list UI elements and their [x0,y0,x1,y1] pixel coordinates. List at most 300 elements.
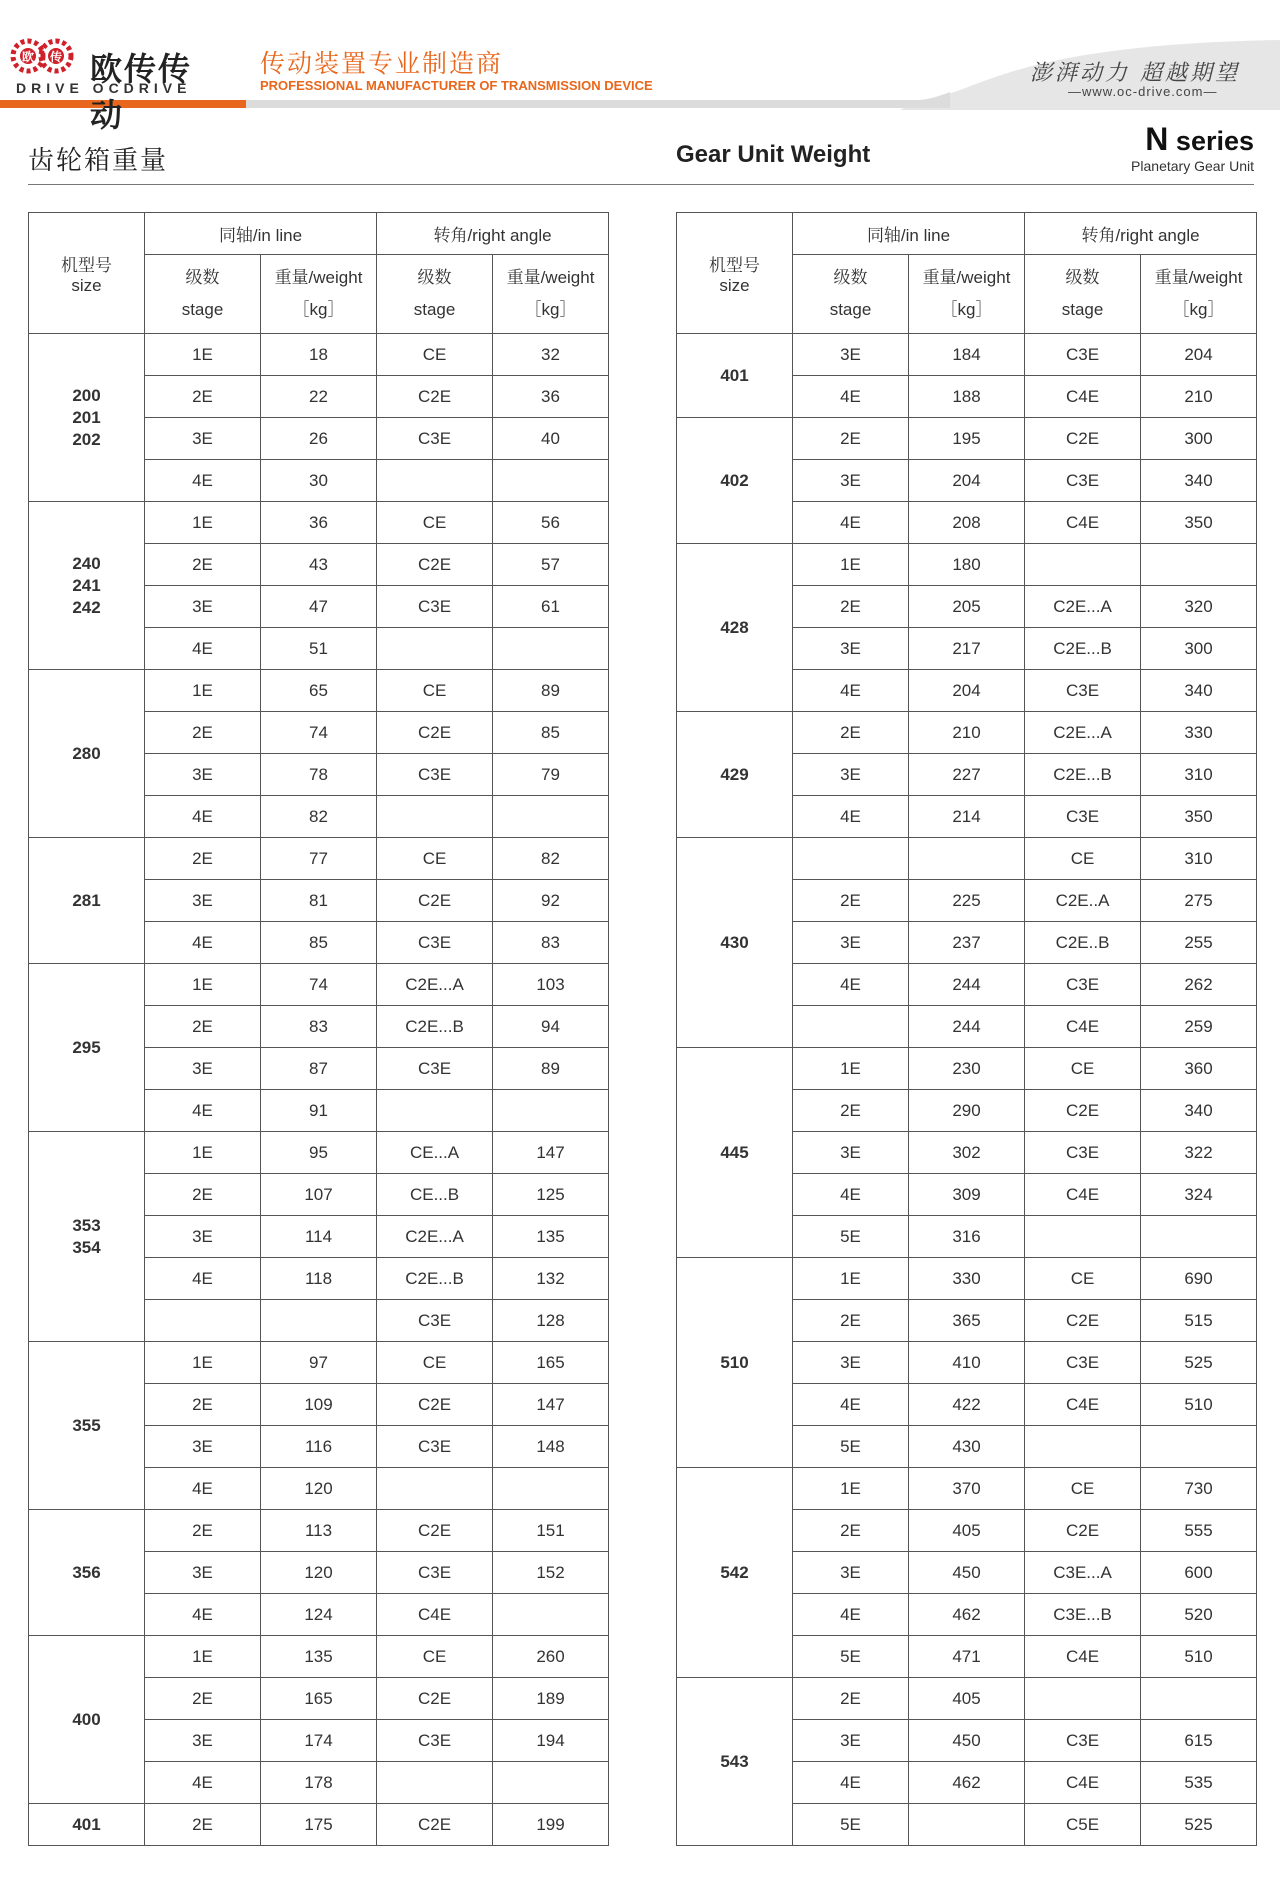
right-angle-stage-cell: C2E...A [1025,712,1141,754]
inline-weight-cell: 97 [261,1342,377,1384]
weight-header [493,255,609,334]
inline-weight-cell: 405 [909,1510,1025,1552]
inline-weight-cell: 471 [909,1636,1025,1678]
series-subtitle: Planetary Gear Unit [1131,158,1254,174]
size-header-en: size [71,275,102,295]
table-row [677,1468,1257,1510]
page-header [0,0,1280,133]
right-angle-stage-cell: C3E...B [1025,1594,1141,1636]
right-angle-weight-cell: 103 [493,964,609,1006]
inline-stage-cell: 1E [145,964,261,1006]
right-angle-weight-cell: 535 [1141,1762,1257,1804]
inline-weight-cell: 74 [261,712,377,754]
inline-weight-cell: 26 [261,418,377,460]
inline-header: 同轴/in line [145,213,377,255]
right-angle-stage-cell: C2E..B [1025,922,1141,964]
right-angle-stage-cell: CE...A [377,1132,493,1174]
right-angle-stage-cell: C3E...A [1025,1552,1141,1594]
right-angle-stage-cell: C2E...B [377,1258,493,1300]
table-row [677,1258,1257,1300]
inline-weight-cell: 175 [261,1804,377,1846]
stage-header-cn: 级数 [417,268,452,287]
inline-stage-cell: 2E [145,1006,261,1048]
right-angle-weight-cell: 165 [493,1342,609,1384]
right-angle-weight-cell [1141,1678,1257,1720]
right-angle-weight-cell: 147 [493,1132,609,1174]
inline-stage-cell: 3E [145,586,261,628]
table-row [29,1342,609,1384]
right-angle-stage-cell: C2E..A [1025,880,1141,922]
inline-weight-cell: 30 [261,460,377,502]
inline-stage-cell: 2E [145,1510,261,1552]
right-angle-stage-cell: C3E [377,754,493,796]
inline-weight-cell: 178 [261,1762,377,1804]
inline-weight-cell: 430 [909,1426,1025,1468]
right-angle-stage-cell: C3E [377,418,493,460]
inline-weight-cell [909,838,1025,880]
inline-weight-cell: 204 [909,670,1025,712]
size-cell: 428 [677,544,793,712]
right-angle-stage-cell [1025,1678,1141,1720]
stage-header [377,255,493,334]
right-angle-stage-cell: C2E [1025,418,1141,460]
inline-stage-cell: 4E [145,1090,261,1132]
inline-stage-cell: 3E [793,460,909,502]
size-cell: 400 [29,1636,145,1804]
right-angle-weight-cell: 322 [1141,1132,1257,1174]
inline-stage-cell: 4E [793,502,909,544]
right-angle-stage-cell: CE [377,838,493,880]
inline-weight-cell: 230 [909,1048,1025,1090]
inline-stage-cell: 1E [145,1342,261,1384]
inline-stage-cell: 4E [145,1762,261,1804]
weight-header [909,255,1025,334]
right-angle-weight-cell: 350 [1141,796,1257,838]
right-angle-stage-cell: C2E [377,544,493,586]
inline-weight-cell: 422 [909,1384,1025,1426]
inline-stage-cell: 5E [793,1426,909,1468]
right-angle-stage-cell: C2E [377,1510,493,1552]
inline-stage-cell: 1E [145,1636,261,1678]
right-angle-stage-cell: C2E...B [377,1006,493,1048]
table-row [29,838,609,880]
inline-weight-cell: 195 [909,418,1025,460]
size-header-cn: 机型号 [61,255,112,275]
inline-weight-cell: 365 [909,1300,1025,1342]
right-angle-stage-cell: C5E [1025,1804,1141,1846]
right-angle-weight-cell: 82 [493,838,609,880]
inline-stage-cell: 2E [793,1510,909,1552]
right-angle-header: 转角/right angle [377,213,609,255]
right-angle-stage-cell: C3E [377,1552,493,1594]
inline-weight-cell: 450 [909,1552,1025,1594]
table-body [29,334,609,1846]
inline-stage-cell: 4E [145,1594,261,1636]
table-row [29,964,609,1006]
inline-stage-cell: 3E [793,1132,909,1174]
size-cell: 281 [29,838,145,964]
inline-weight-cell: 237 [909,922,1025,964]
inline-weight-cell: 47 [261,586,377,628]
weight-header [261,255,377,334]
inline-weight-cell: 225 [909,880,1025,922]
inline-weight-cell: 116 [261,1426,377,1468]
inline-stage-cell: 3E [145,754,261,796]
table-row [29,1132,609,1174]
inline-weight-cell: 208 [909,502,1025,544]
inline-stage-cell: 2E [793,586,909,628]
inline-weight-cell: 450 [909,1720,1025,1762]
inline-weight-cell: 120 [261,1468,377,1510]
page-title-cn: 齿轮箱重量 [28,145,169,175]
right-angle-weight-cell: 340 [1141,1090,1257,1132]
weight-header-unit: ［kg］ [292,300,345,319]
inline-stage-cell: 3E [145,880,261,922]
right-angle-weight-cell: 36 [493,376,609,418]
right-angle-stage-cell: C3E [377,1048,493,1090]
right-angle-stage-cell: C2E [1025,1300,1141,1342]
right-angle-stage-cell: C3E [1025,1720,1141,1762]
right-angle-stage-cell: C2E...B [1025,628,1141,670]
size-cell: 543 [677,1678,793,1846]
right-angle-stage-cell [377,1762,493,1804]
inline-weight-cell: 330 [909,1258,1025,1300]
weight-table-right [676,212,1257,1846]
right-angle-weight-cell: 320 [1141,586,1257,628]
right-angle-stage-cell [377,460,493,502]
inline-stage-cell: 4E [793,796,909,838]
table-row [29,502,609,544]
size-header [677,213,793,334]
right-angle-stage-cell: CE [1025,1048,1141,1090]
right-angle-stage-cell: C3E [1025,334,1141,376]
right-angle-stage-cell: C3E [377,1426,493,1468]
size-header [29,213,145,334]
right-angle-weight-cell: 262 [1141,964,1257,1006]
size-cell: 402 [677,418,793,544]
right-angle-weight-cell: 32 [493,334,609,376]
right-angle-stage-cell [1025,1426,1141,1468]
right-angle-stage-cell: CE [377,1636,493,1678]
brand-name-en: DRIVE OCDRIVE [16,80,192,96]
inline-stage-cell: 2E [145,1174,261,1216]
size-cell: 401 [677,334,793,418]
right-angle-stage-cell: C4E [377,1594,493,1636]
weight-header [1141,255,1257,334]
right-angle-weight-cell: 340 [1141,460,1257,502]
right-angle-weight-cell: 255 [1141,922,1257,964]
size-cell: 240 241 242 [29,502,145,670]
table-row [29,334,609,376]
inline-stage-cell: 3E [793,334,909,376]
size-cell: 353 354 [29,1132,145,1342]
inline-weight-cell: 77 [261,838,377,880]
inline-weight-cell: 205 [909,586,1025,628]
inline-weight-cell: 462 [909,1594,1025,1636]
table-row [29,1510,609,1552]
right-angle-weight-cell: 210 [1141,376,1257,418]
table-row [677,838,1257,880]
inline-stage-cell: 4E [145,628,261,670]
right-angle-stage-cell: CE [1025,1258,1141,1300]
right-angle-weight-cell [493,1090,609,1132]
weight-header-cn: 重量/weight [506,268,595,287]
right-angle-stage-cell [1025,544,1141,586]
inline-stage-cell: 1E [145,502,261,544]
page-title-en: Gear Unit Weight [676,141,871,168]
inline-weight-cell: 109 [261,1384,377,1426]
right-angle-weight-cell: 520 [1141,1594,1257,1636]
right-angle-weight-cell: 310 [1141,838,1257,880]
inline-weight-cell: 210 [909,712,1025,754]
size-header-en: size [719,275,750,295]
inline-stage-cell: 3E [793,1720,909,1762]
right-angle-stage-cell: C4E [1025,1636,1141,1678]
size-cell: 280 [29,670,145,838]
inline-weight-cell: 118 [261,1258,377,1300]
right-angle-weight-cell [493,1468,609,1510]
inline-weight-cell: 244 [909,964,1025,1006]
inline-stage-cell: 4E [793,1594,909,1636]
right-angle-weight-cell: 125 [493,1174,609,1216]
inline-weight-cell: 405 [909,1678,1025,1720]
inline-stage-cell: 2E [793,1300,909,1342]
right-angle-stage-cell: CE [377,502,493,544]
inline-weight-cell: 91 [261,1090,377,1132]
right-angle-weight-cell [493,460,609,502]
right-angle-header: 转角/right angle [1025,213,1257,255]
inline-weight-cell: 95 [261,1132,377,1174]
right-angle-weight-cell: 152 [493,1552,609,1594]
weight-header-cn: 重量/weight [1154,268,1243,287]
inline-stage-cell: 2E [145,1678,261,1720]
inline-weight-cell: 302 [909,1132,1025,1174]
inline-stage-cell: 3E [145,1720,261,1762]
right-angle-stage-cell [377,796,493,838]
size-header-cn: 机型号 [709,255,760,275]
right-angle-weight-cell: 300 [1141,628,1257,670]
right-angle-weight-cell: 525 [1141,1804,1257,1846]
right-angle-weight-cell: 89 [493,1048,609,1090]
inline-stage-cell: 2E [793,1678,909,1720]
website-url: www.oc-drive.com [1082,84,1204,99]
right-angle-stage-cell: C3E [1025,1342,1141,1384]
inline-weight-cell: 114 [261,1216,377,1258]
inline-weight-cell: 227 [909,754,1025,796]
inline-stage-cell: 3E [793,754,909,796]
right-angle-weight-cell: 61 [493,586,609,628]
inline-weight-cell: 244 [909,1006,1025,1048]
right-angle-weight-cell [1141,1216,1257,1258]
inline-weight-cell: 180 [909,544,1025,586]
right-angle-weight-cell: 56 [493,502,609,544]
inline-stage-cell: 3E [793,1552,909,1594]
right-angle-weight-cell: 92 [493,880,609,922]
right-angle-stage-cell: C3E [377,586,493,628]
right-angle-weight-cell: 360 [1141,1048,1257,1090]
right-angle-stage-cell: C4E [1025,1384,1141,1426]
inline-weight-cell: 65 [261,670,377,712]
inline-weight-cell: 81 [261,880,377,922]
right-angle-weight-cell: 350 [1141,502,1257,544]
inline-stage-cell: 3E [145,1552,261,1594]
right-angle-weight-cell: 89 [493,670,609,712]
inline-weight-cell: 107 [261,1174,377,1216]
right-angle-weight-cell: 199 [493,1804,609,1846]
series-letter: N [1145,121,1169,157]
right-angle-weight-cell: 148 [493,1426,609,1468]
inline-stage-cell: 5E [793,1636,909,1678]
right-angle-stage-cell: C2E [1025,1510,1141,1552]
inline-stage-cell: 2E [145,1804,261,1846]
right-angle-stage-cell: C2E [1025,1090,1141,1132]
stage-header-cn: 级数 [1065,268,1100,287]
size-cell: 429 [677,712,793,838]
right-angle-weight-cell [493,1762,609,1804]
right-angle-stage-cell: C2E...A [1025,586,1141,628]
table-row [29,670,609,712]
right-angle-weight-cell: 310 [1141,754,1257,796]
inline-weight-cell: 204 [909,460,1025,502]
inline-stage-cell: 1E [145,670,261,712]
right-angle-weight-cell: 147 [493,1384,609,1426]
inline-weight-cell: 309 [909,1174,1025,1216]
company-logo [10,32,200,133]
right-angle-weight-cell: 189 [493,1678,609,1720]
right-angle-weight-cell [493,796,609,838]
right-angle-weight-cell: 510 [1141,1384,1257,1426]
table-row [677,544,1257,586]
inline-stage-cell: 4E [793,670,909,712]
right-angle-stage-cell: C2E [377,712,493,754]
weight-header-unit: ［kg］ [524,300,577,319]
inline-stage-cell: 1E [793,1048,909,1090]
right-angle-stage-cell: C2E [377,1804,493,1846]
weight-header-unit: ［kg］ [940,300,993,319]
right-angle-weight-cell: 194 [493,1720,609,1762]
right-angle-weight-cell: 259 [1141,1006,1257,1048]
right-angle-weight-cell: 340 [1141,670,1257,712]
right-angle-weight-cell: 40 [493,418,609,460]
right-angle-stage-cell: C3E [377,922,493,964]
right-angle-stage-cell: C3E [377,1300,493,1342]
inline-weight-cell: 124 [261,1594,377,1636]
right-angle-weight-cell: 260 [493,1636,609,1678]
inline-weight-cell: 43 [261,544,377,586]
table-row [677,712,1257,754]
inline-stage-cell: 1E [145,1132,261,1174]
right-angle-stage-cell: CE [1025,838,1141,880]
inline-stage-cell: 4E [793,1762,909,1804]
stage-header-en: stage [1061,300,1104,319]
slogan-en: PROFESSIONAL MANUFACTURER OF TRANSMISSION DEVICE [260,78,653,93]
right-angle-weight-cell: 79 [493,754,609,796]
inline-weight-cell: 135 [261,1636,377,1678]
inline-stage-cell: 2E [145,1384,261,1426]
inline-stage-cell: 3E [145,1048,261,1090]
inline-weight-cell: 184 [909,334,1025,376]
inline-stage-cell: 2E [793,418,909,460]
right-angle-stage-cell: C2E [377,1678,493,1720]
inline-weight-cell: 290 [909,1090,1025,1132]
inline-stage-cell: 2E [793,880,909,922]
table-row [677,418,1257,460]
right-angle-weight-cell: 300 [1141,418,1257,460]
svg-text:欧: 欧 [21,50,35,64]
inline-weight-cell: 120 [261,1552,377,1594]
inline-header: 同轴/in line [793,213,1025,255]
size-cell: 510 [677,1258,793,1468]
right-angle-weight-cell [493,1594,609,1636]
inline-weight-cell: 174 [261,1720,377,1762]
inline-stage-cell: 3E [793,628,909,670]
right-angle-stage-cell: CE [377,334,493,376]
inline-stage-cell: 1E [145,334,261,376]
gear-logo-icon [10,34,82,84]
inline-weight-cell [909,1804,1025,1846]
table-row [29,1636,609,1678]
inline-stage-cell: 2E [793,1090,909,1132]
series-word: series [1175,126,1254,156]
right-angle-stage-cell: C3E [1025,670,1141,712]
right-angle-stage-cell [377,628,493,670]
inline-stage-cell: 2E [793,712,909,754]
right-angle-stage-cell: C2E...B [1025,754,1141,796]
brand-name-cn: 欧传传动 [90,51,193,133]
size-cell: 200 201 202 [29,334,145,502]
size-cell: 295 [29,964,145,1132]
right-angle-stage-cell: CE [377,1342,493,1384]
inline-stage-cell: 2E [145,376,261,418]
inline-weight-cell: 51 [261,628,377,670]
inline-stage-cell [793,1006,909,1048]
inline-weight-cell: 82 [261,796,377,838]
right-angle-weight-cell: 128 [493,1300,609,1342]
stage-header [145,255,261,334]
inline-weight-cell: 22 [261,376,377,418]
right-angle-weight-cell: 132 [493,1258,609,1300]
right-angle-weight-cell: 510 [1141,1636,1257,1678]
svg-text:传: 传 [49,50,63,64]
right-angle-weight-cell: 85 [493,712,609,754]
stage-header-en: stage [413,300,456,319]
inline-stage-cell [793,838,909,880]
right-angle-weight-cell [1141,1426,1257,1468]
inline-weight-cell: 214 [909,796,1025,838]
table-row [677,1048,1257,1090]
right-angle-weight-cell: 330 [1141,712,1257,754]
weight-header-unit: ［kg］ [1172,300,1225,319]
inline-stage-cell: 2E [145,544,261,586]
right-angle-weight-cell [493,628,609,670]
size-cell: 430 [677,838,793,1048]
inline-stage-cell: 3E [145,1216,261,1258]
right-angle-stage-cell: CE...B [377,1174,493,1216]
website-text: —www.oc-drive.com— [1068,84,1218,99]
inline-weight-cell: 36 [261,502,377,544]
inline-stage-cell: 4E [145,1258,261,1300]
stage-header-en: stage [829,300,872,319]
right-angle-stage-cell: C3E [1025,964,1141,1006]
inline-weight-cell: 18 [261,334,377,376]
right-angle-stage-cell: C3E [1025,1132,1141,1174]
inline-stage-cell: 4E [793,376,909,418]
inline-stage-cell [145,1300,261,1342]
right-angle-stage-cell: C4E [1025,1174,1141,1216]
stage-header-cn: 级数 [833,268,868,287]
inline-weight-cell: 83 [261,1006,377,1048]
right-angle-weight-cell: 94 [493,1006,609,1048]
